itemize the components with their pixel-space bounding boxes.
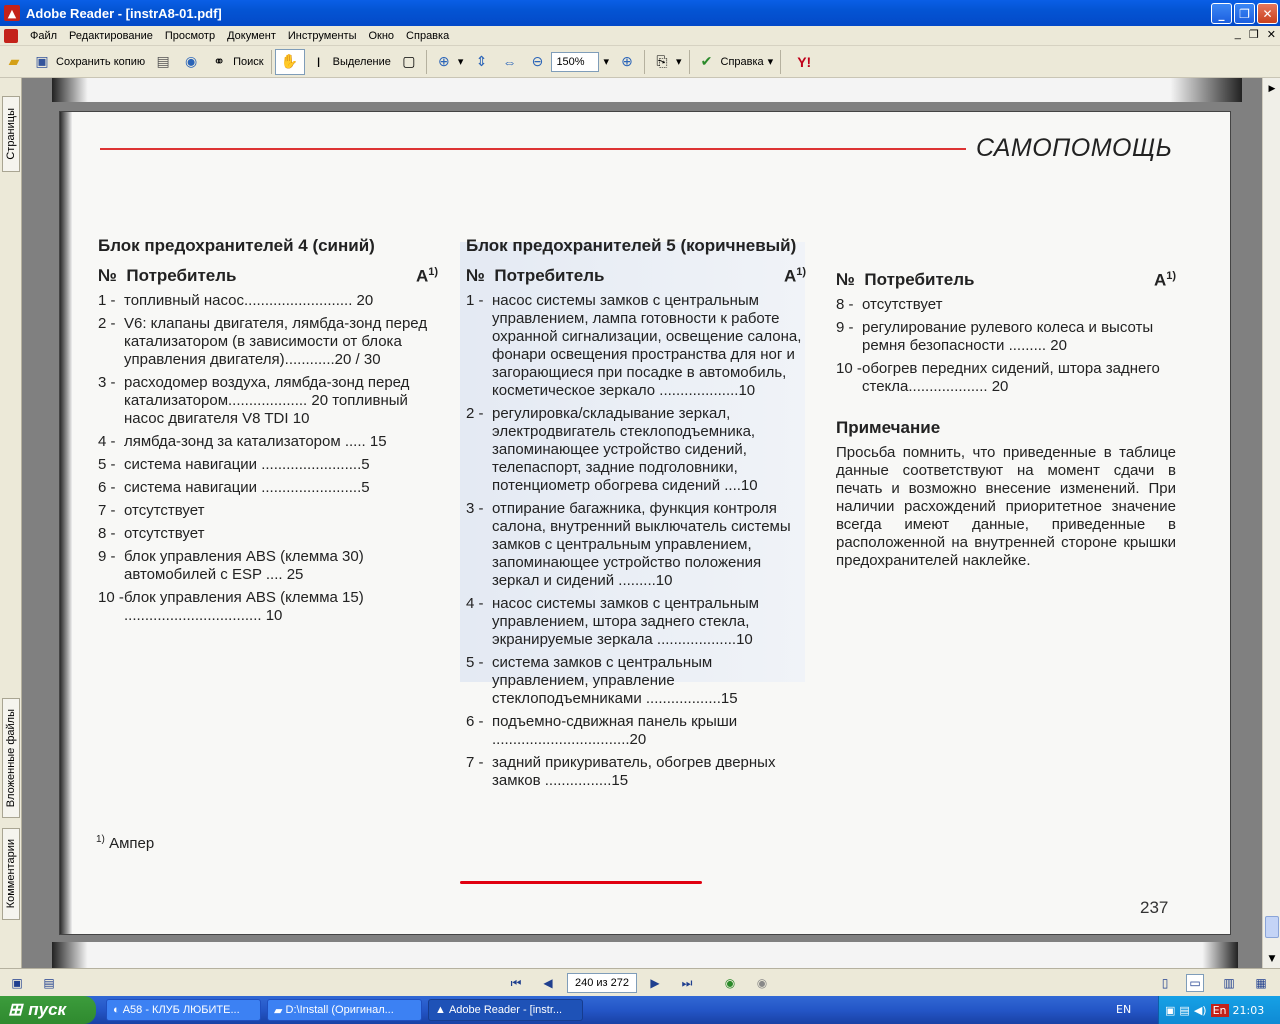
select-tool-button[interactable] [305,49,395,75]
fuse-number: 6 - [98,478,116,496]
fuse-consumer: насос системы замков с центральным управлением, лампа готовности к работе охранной сигнализации, освещение салона, фонари освещения пространства для ног и загорающиеся при посадке в автомобиль, косметическое зеркало ...................10 [492,291,802,399]
fuse-consumer: насос системы замков с центральным управлением, штора заднего стекла, экранируемые зеркала ...................10 [492,594,759,648]
fuse-row [98,374,438,428]
chevron-down-icon: ▾ [457,56,464,68]
fuse-consumer: отсутствует [862,295,943,313]
header-rule [100,148,966,150]
plus-circle-icon: ⊕ [621,53,633,69]
fuse-block-4 [98,236,438,625]
header-amp-sup: 1) [428,266,438,278]
note-text: Просьба помнить, что приведенные в таблице данные соответствуют на момент сдачи в печать и возможно внесение изменений. При наличии расхождений приоритетное значение всегда имеют данные, приведенные в расположенной на внутренней стороне крышки предохранителей наклейке. [836,443,1176,569]
fuse-number: 10 - [836,359,862,377]
fuse-consumer: расходомер воздуха, лямбда-зонд перед катализатором................... 20 топливный насос двигателя V8 TDI 10 [124,373,410,427]
navigation-tabs-panel [0,78,22,968]
fuse-consumer: отпирание багажника, функция контроля салона, внутренний выключатель системы замков с центральным управлением, запоминающее устройство положения зеркал и сидений .........10 [492,499,791,589]
camera-icon: ▢ [402,53,416,69]
fuse-consumer: подъемно-сдвижная панель крыши .................................20 [492,712,738,748]
keyboard-layout-badge[interactable]: En [1212,1003,1227,1017]
fuse-row [466,754,806,790]
fuse-block-5-continued [836,270,1176,570]
maximize-button[interactable]: ❐ [1234,3,1255,24]
fuse-consumer: регулирование рулевого колеса и высоты ремня безопасности ......... 20 [862,318,1154,354]
last-page-button[interactable]: ⏭ [681,975,693,990]
fuse-row [98,589,438,625]
toolbar-divider [271,50,272,74]
previous-page-button[interactable]: ◀ [543,976,553,990]
fuse-row [466,500,806,590]
help-icon: ✔ [700,53,713,69]
network-icon[interactable]: ▤ [1179,1003,1190,1017]
footnote-mark: 1) [96,834,105,845]
vertical-scrollbar[interactable] [1262,78,1280,968]
adobe-reader-icon: ▲ [4,5,20,21]
zoom-out-button[interactable] [523,49,551,75]
browser-icon: ◐ [113,1004,123,1016]
task-label: D:\Install (Оригинал... [285,1004,394,1016]
doc-restore-button[interactable]: ❐ [1248,29,1259,41]
zoom-dropdown[interactable] [599,49,613,75]
tab-pages-label: Страницы [5,108,17,160]
zoom-level-field[interactable]: 150% [551,52,599,72]
continuous-icon[interactable]: ▭ [1186,974,1204,992]
fuse-number: 9 - [836,318,854,336]
minimize-button[interactable]: _ [1211,3,1232,24]
fuse-consumer: V6: клапаны двигателя, лямбда-зонд перед катализатором (в зависимости от блока управления двигателя)............20 / 30 [124,314,428,368]
tray-icon[interactable]: ▣ [1165,1003,1176,1017]
menu-window[interactable]: Окно [368,29,395,42]
chevron-down-icon: ▾ [675,56,682,68]
go-forward-button[interactable]: ◉ [756,976,768,990]
zoom-in-tool-button[interactable] [430,49,468,75]
fuse-row [98,548,438,584]
fuse-row [98,502,438,520]
fuse-consumer: задний прикуриватель, обогрев дверных замков ................15 [492,753,776,789]
fuse-row [98,525,438,543]
fuse-row [836,360,1176,396]
tab-attachments-label: Вложенные файлы [5,708,17,808]
save-copy-label: Сохранить копию [56,55,146,68]
header-amp: А [415,266,429,286]
menu-view[interactable]: Просмотр [164,29,216,42]
scan-edge [60,112,72,934]
footnote-text: Ампер [109,835,155,852]
page-number-field[interactable]: 240 из 272 [567,973,637,993]
floppy-icon: ▣ [35,53,49,69]
header-amp: А [1153,270,1167,290]
title-bar [0,0,1280,26]
taskbar [0,996,1280,1024]
fuse-row [98,315,438,369]
close-button[interactable]: ✕ [1257,3,1278,24]
fuse-number: 5 - [98,455,116,473]
language-indicator[interactable]: EN [1116,1003,1132,1016]
header-amp: А [783,266,797,286]
rotate-page-icon: ⎘ [656,53,668,69]
fuse-row [466,654,806,708]
printer-icon: ▤ [156,53,170,69]
header-consumer: Потребитель [494,266,605,285]
fuse-number: 4 - [98,432,116,450]
document-viewport[interactable] [22,78,1262,968]
window-title: Adobe Reader - [instrA8-01.pdf] [26,5,222,21]
magnifier-icon: ⊕ [438,53,450,69]
doc-close-button[interactable]: ✕ [1266,29,1276,41]
fuse-consumer: отсутствует [124,501,205,519]
fuse-number: 8 - [836,295,854,313]
menu-document[interactable]: Документ [227,29,276,42]
tab-attachments[interactable] [2,698,20,818]
fuse-consumer: блок управления ABS (клемма 30) автомобилей с ESP .... 25 [124,547,364,583]
print-button[interactable] [149,49,177,75]
header-amp-sup: 1) [796,266,806,278]
select-label: Выделение [332,55,391,68]
fuse-number: 2 - [98,314,116,332]
fuse-consumer: система замков с центральным управлением, управление стеклоподъемниками ..................15 [492,653,738,707]
fuse-number: 7 - [98,501,116,519]
fuse-consumer: система навигации ........................5 [124,478,370,496]
fuse-number: 3 - [466,499,484,517]
scroll-right-icon[interactable]: ▶ [1268,84,1276,94]
task-label: А58 - КЛУБ ЛЮБИТЕ... [122,1004,240,1016]
document-icon [4,29,18,43]
chevron-down-icon: ▾ [603,56,609,68]
folder-icon: ▰ [274,1004,286,1017]
fuse-consumer: блок управления ABS (клемма 15) ................................. 10 [124,588,364,624]
hand-tool-button[interactable] [275,49,305,75]
menu-help[interactable]: Справка [406,29,450,42]
fuse-number: 9 - [98,547,116,565]
folder-icon: ▰ [8,53,20,69]
single-page-view-icon[interactable]: ▣ [11,976,23,990]
fuse-block-5 [466,236,806,790]
toolbar-divider [644,50,645,74]
go-back-button[interactable]: ◉ [724,976,736,990]
fuse-number: 2 - [466,404,484,422]
taskbar-item-adobe-reader[interactable] [428,999,583,1021]
fuse-row [466,292,806,400]
help-button[interactable] [693,49,778,75]
clock: 21:03 [1232,1003,1265,1017]
zoom-in-button[interactable] [613,49,641,75]
fuse-row [98,479,438,497]
fuse-row [466,713,806,749]
note-heading: Примечание [836,417,941,437]
fuse-row [98,456,438,474]
fuse-row [836,319,1176,355]
search-button[interactable] [205,49,267,75]
fuse-number: 10 - [98,588,124,606]
search-label: Поиск [233,55,264,68]
email-button[interactable] [177,49,205,75]
yahoo-toolbar-button[interactable] [784,49,824,75]
toolbar-divider [780,50,781,74]
fuse-number: 1 - [98,291,116,309]
volume-icon[interactable]: ◀) [1193,1003,1207,1017]
binoculars-icon: ⚭ [213,53,225,69]
tab-pages[interactable] [2,96,20,172]
toolbar-divider [689,50,690,74]
chevron-down-icon: ▾ [767,56,774,68]
fuse-row [836,296,1176,314]
toolbar-divider [426,50,427,74]
save-copy-button[interactable] [28,49,149,75]
fit-width-icon: ⇔ [502,53,517,70]
fuse-row [466,405,806,495]
fuse-block-5-heading: Блок предохранителей 5 (коричневый) [466,236,797,255]
pdf-page [60,112,1230,934]
doc-minimize-button[interactable]: _ [1234,28,1241,40]
tab-comments[interactable] [2,828,20,920]
fuse-number: 8 - [98,524,116,542]
fuse-row [466,595,806,649]
text-cursor-icon: I [316,53,321,70]
continuous-facing-icon[interactable]: ▦ [1255,976,1267,990]
fuse-consumer: лямбда-зонд за катализатором ..... 15 [124,432,387,450]
red-underline-annotation [460,881,702,884]
system-tray [1158,996,1280,1024]
hand-icon: ✋ [280,53,299,69]
next-page-strip [52,942,1238,968]
fuse-consumer: обогрев передних сидений, штора заднего стекла................... 20 [862,359,1160,395]
task-label: Adobe Reader - [instr... [448,1004,563,1016]
fit-page-button[interactable] [467,49,495,75]
adobe-reader-icon: ▲ [435,1004,449,1016]
header-no: № [98,266,117,285]
fuse-block-4-heading: Блок предохранителей 4 (синий) [98,236,375,255]
table-header [836,270,1176,291]
first-page-button[interactable]: ⏮ [510,975,522,990]
yahoo-icon: Y! [797,53,812,70]
snapshot-button[interactable] [395,49,423,75]
start-button[interactable] [0,996,96,1024]
fuse-number: 6 - [466,712,484,730]
scroll-down-icon[interactable]: ▼ [1268,954,1276,964]
table-header [466,266,806,287]
table-header [98,266,438,287]
next-page-button[interactable]: ▶ [650,976,660,990]
fuse-number: 5 - [466,653,484,671]
fit-width-button[interactable] [495,49,523,75]
menu-bar [0,26,1280,46]
start-label: пуск [28,1000,67,1019]
fuse-number: 4 - [466,594,484,612]
fuse-number: 7 - [466,753,484,771]
open-button[interactable] [0,49,28,75]
status-bar [0,968,1280,996]
page-title: САМОПОМОЩЬ [976,134,1173,162]
fuse-consumer: система навигации ........................5 [124,455,370,473]
windows-logo-icon: ⊞ [8,1000,23,1019]
email-icon: ◉ [185,53,198,69]
fit-page-icon: ⇕ [475,53,488,69]
header-no: № [466,266,485,285]
previous-page-strip [52,78,1242,102]
tab-comments-label: Комментарии [5,839,17,909]
rotate-button[interactable] [648,49,686,75]
facing-icon[interactable]: ▥ [1223,976,1235,990]
header-amp-sup: 1) [1166,270,1176,282]
fuse-row [98,433,438,451]
fuse-consumer: отсутствует [124,524,205,542]
fuse-number: 3 - [98,373,116,391]
minus-circle-icon: ⊖ [531,53,544,69]
fuse-consumer: топливный насос.......................... 20 [124,291,374,309]
toolbar [0,46,1280,78]
menu-tools[interactable]: Инструменты [287,29,357,42]
page-number: 237 [1140,898,1169,917]
fuse-row [98,292,438,310]
page-layout-icon[interactable]: ▤ [43,976,55,990]
single-page-icon[interactable]: ▯ [1161,976,1169,990]
header-no: № [836,270,855,289]
menu-edit[interactable]: Редактирование [69,29,153,42]
header-consumer: Потребитель [126,266,237,285]
footnote [96,834,154,852]
scrollbar-thumb[interactable] [1265,916,1279,938]
menu-file[interactable]: Файл [30,29,58,42]
fuse-number: 1 - [466,291,484,309]
header-consumer: Потребитель [864,270,975,289]
taskbar-item-browser[interactable] [106,999,261,1021]
fuse-consumer: регулировка/складывание зеркал, электродвигатель стеклоподъемника, запоминающее устройство сидений, телепаспорт, задние подголовники, потенциометр обогрева сидений ....10 [492,404,758,494]
taskbar-item-explorer[interactable] [267,999,422,1021]
help-label: Справка [720,55,764,68]
